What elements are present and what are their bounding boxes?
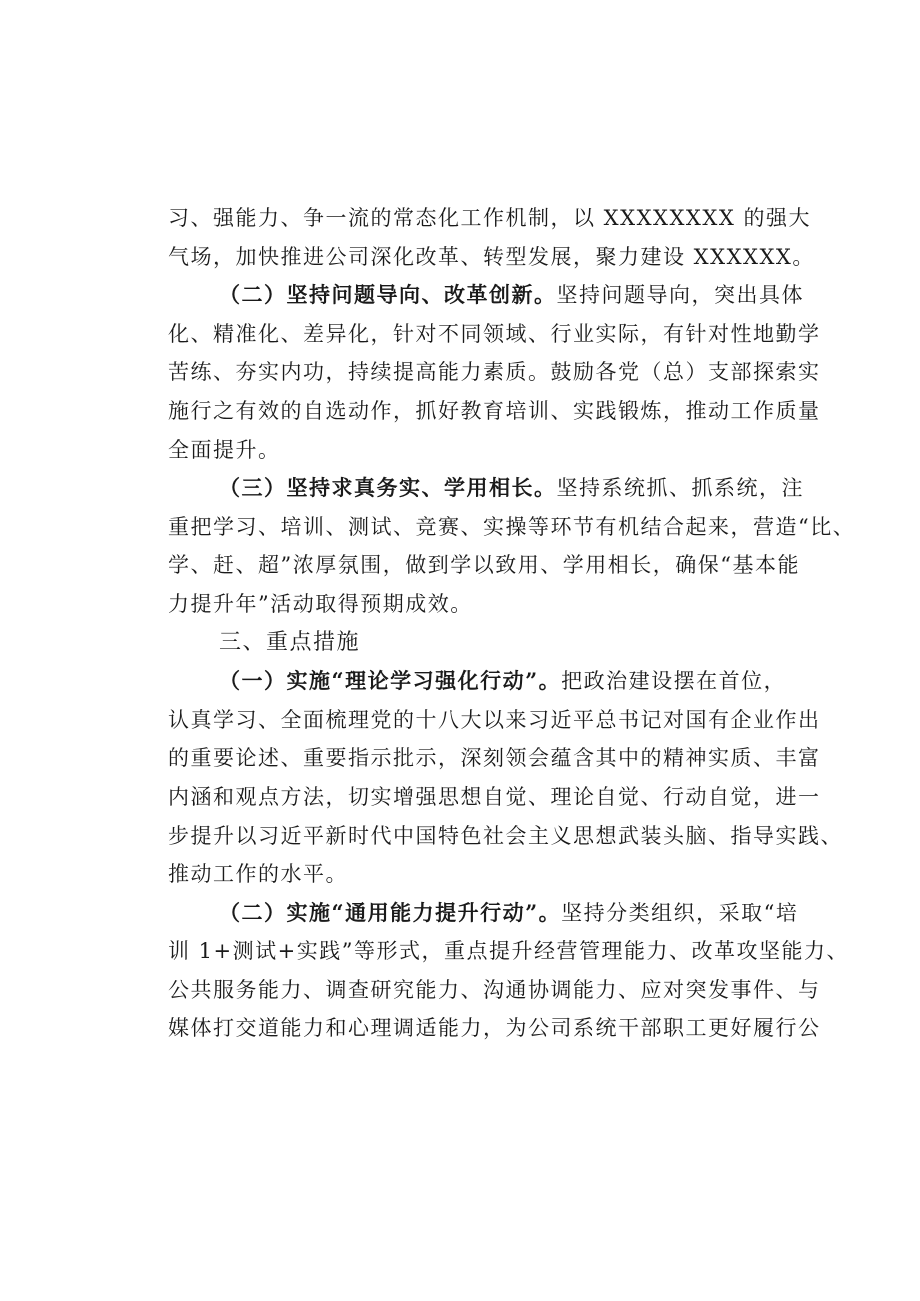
text-line: 施行之有效的自选动作，抓好教育培训、实践锻炼，推动工作质量 — [168, 398, 821, 423]
paragraph-continuation — [168, 199, 815, 276]
text-line: 认真学习、全面梳理党的十八大以来习近平总书记对国有企业作出 — [168, 707, 821, 732]
text-line: 苦练、夯实内功，持续提高能力素质。鼓励各党（总）支部探索实 — [168, 360, 821, 385]
text-line: 公共服务能力、调查研究能力、沟通协调能力、应对突发事件、与 — [168, 977, 821, 1002]
paragraph-problem-orientation — [168, 276, 821, 469]
text-line — [168, 894, 798, 933]
text-line — [168, 276, 804, 315]
text-line: 全面提升。 — [168, 437, 281, 462]
text-line: 重把学习、培训、测试、竞赛、实操等环节有机结合起来，营造“比、 — [168, 514, 856, 539]
document-body — [168, 199, 856, 1048]
paragraph-lead: （三）坚持求真务实、学用相长。 — [219, 475, 557, 501]
text-line: 习、强能力、争一流的常态化工作机制，以 XXXXXXXX 的强大 — [168, 206, 811, 230]
text-line: 气场，加快推进公司深化改革、转型发展，聚力建设 XXXXXX。 — [168, 244, 815, 269]
text-segment: 坚持问题导向，突出具体 — [556, 283, 804, 308]
text-segment: 把政治建设摆在首位， — [561, 669, 787, 694]
paragraph-lead: （二）实施“通用能力提升行动”。 — [219, 899, 562, 925]
text-segment: 坚持分类组织，采取“培 — [561, 900, 799, 925]
text-line: 媒体打交道能力和心理调适能力，为公司系统干部职工更好履行公 — [168, 1016, 821, 1041]
text-line: 步提升以习近平新时代中国特色社会主义思想武装头脑、指导实践、 — [168, 823, 843, 848]
paragraph-general-ability — [168, 894, 849, 1048]
paragraph-lead: （一）实施“理论学习强化行动”。 — [219, 668, 562, 694]
text-line: 训 1+测试+实践”等形式，重点提升经营管理能力、改革攻坚能力、 — [168, 939, 849, 964]
text-line: 学、赶、超”浓厚氛围，做到学以致用、学用相长，确保“基本能 — [168, 553, 800, 578]
text-line: 化、精准化、差异化，针对不同领域、行业实际，有针对性地勤学 — [168, 321, 821, 346]
paragraph-lead: （二）坚持问题导向、改革创新。 — [219, 282, 557, 308]
text-line — [168, 662, 798, 701]
text-segment: 坚持系统抓、抓系统，注 — [556, 476, 804, 501]
paragraph-theory-study — [168, 662, 843, 894]
text-line: 内涵和观点方法，切实增强思想自觉、理论自觉、行动自觉，进一 — [168, 784, 821, 809]
text-line: 的重要论述、重要指示批示，深刻领会蕴含其中的精神实质、丰富 — [168, 746, 821, 771]
text-line: 力提升年”活动取得预期成效。 — [168, 591, 473, 616]
paragraph-practical — [168, 469, 856, 623]
section-heading: 三、重点措施 — [219, 629, 361, 655]
text-line: 推动工作的水平。 — [168, 862, 348, 887]
text-line — [168, 469, 804, 508]
